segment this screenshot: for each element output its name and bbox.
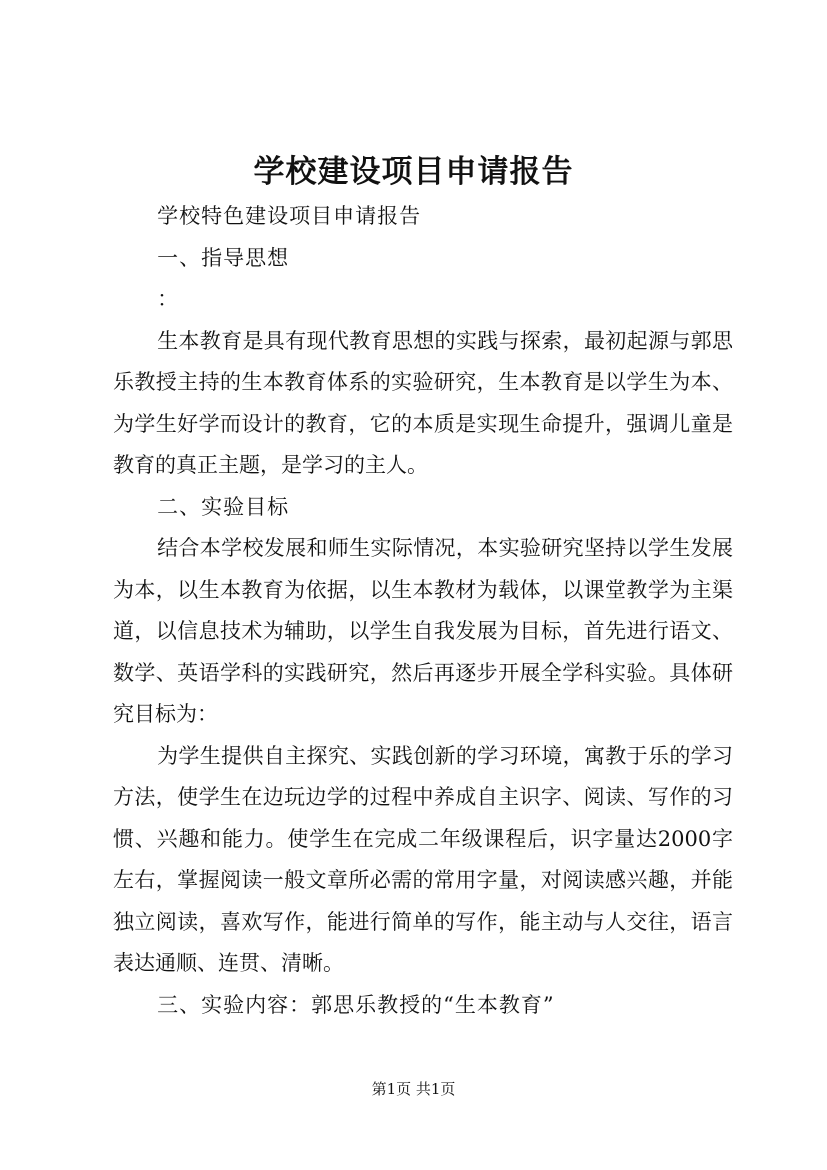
paragraph-colon: ： xyxy=(157,287,179,311)
paragraph-shengben-intro: 生本教育是具有现代教育思想的实践与探索，最初起源与郭思乐教授主持的生本教育体系的实验研究，生本教育是以学生为本、为学生好学而设计的教育，它的本质是实现生命提升，强调儿童是教育的真正主题，是学习的主人。 xyxy=(113,328,733,477)
page-footer: 第1页 共1页 xyxy=(371,1080,456,1098)
heading-experiment-content: 三、实验内容：郭思乐教授的“生本教育” xyxy=(157,992,555,1017)
paragraph-research-goals: 结合本学校发展和师生实际情况，本实验研究坚持以学生发展为本，以生本教育为依据，以生本教材为载体，以课堂教学为主渠道，以信息技术为辅助，以学生自我发展为目标，首先进行语文、数学、英语学科的实践研究，然后再逐步开展全学科实验。具体研究目标为： xyxy=(113,536,733,726)
document-title: 学校建设项目申请报告 xyxy=(253,154,574,190)
paragraph-learning-environment: 为学生提供自主探究、实践创新的学习环境，寓教于乐的学习方法，使学生在边玩边学的过程中养成自主识字、阅读、写作的习惯、兴趣和能力。使学生在完成二年级课程后，识字量达2000字左右，掌握阅读一般文章所必需的常用字量，对阅读感兴趣，并能独立阅读，喜欢写作，能进行简单的写作，能主动与人交往，语言表达通顺、连贯、清晰。 xyxy=(113,743,733,975)
document-body xyxy=(113,196,733,1026)
paragraph-subtitle: 学校特色建设项目申请报告 xyxy=(157,204,422,228)
heading-experiment-goals: 二、实验目标 xyxy=(157,494,290,519)
heading-guiding-ideology: 一、指导思想 xyxy=(157,245,290,270)
